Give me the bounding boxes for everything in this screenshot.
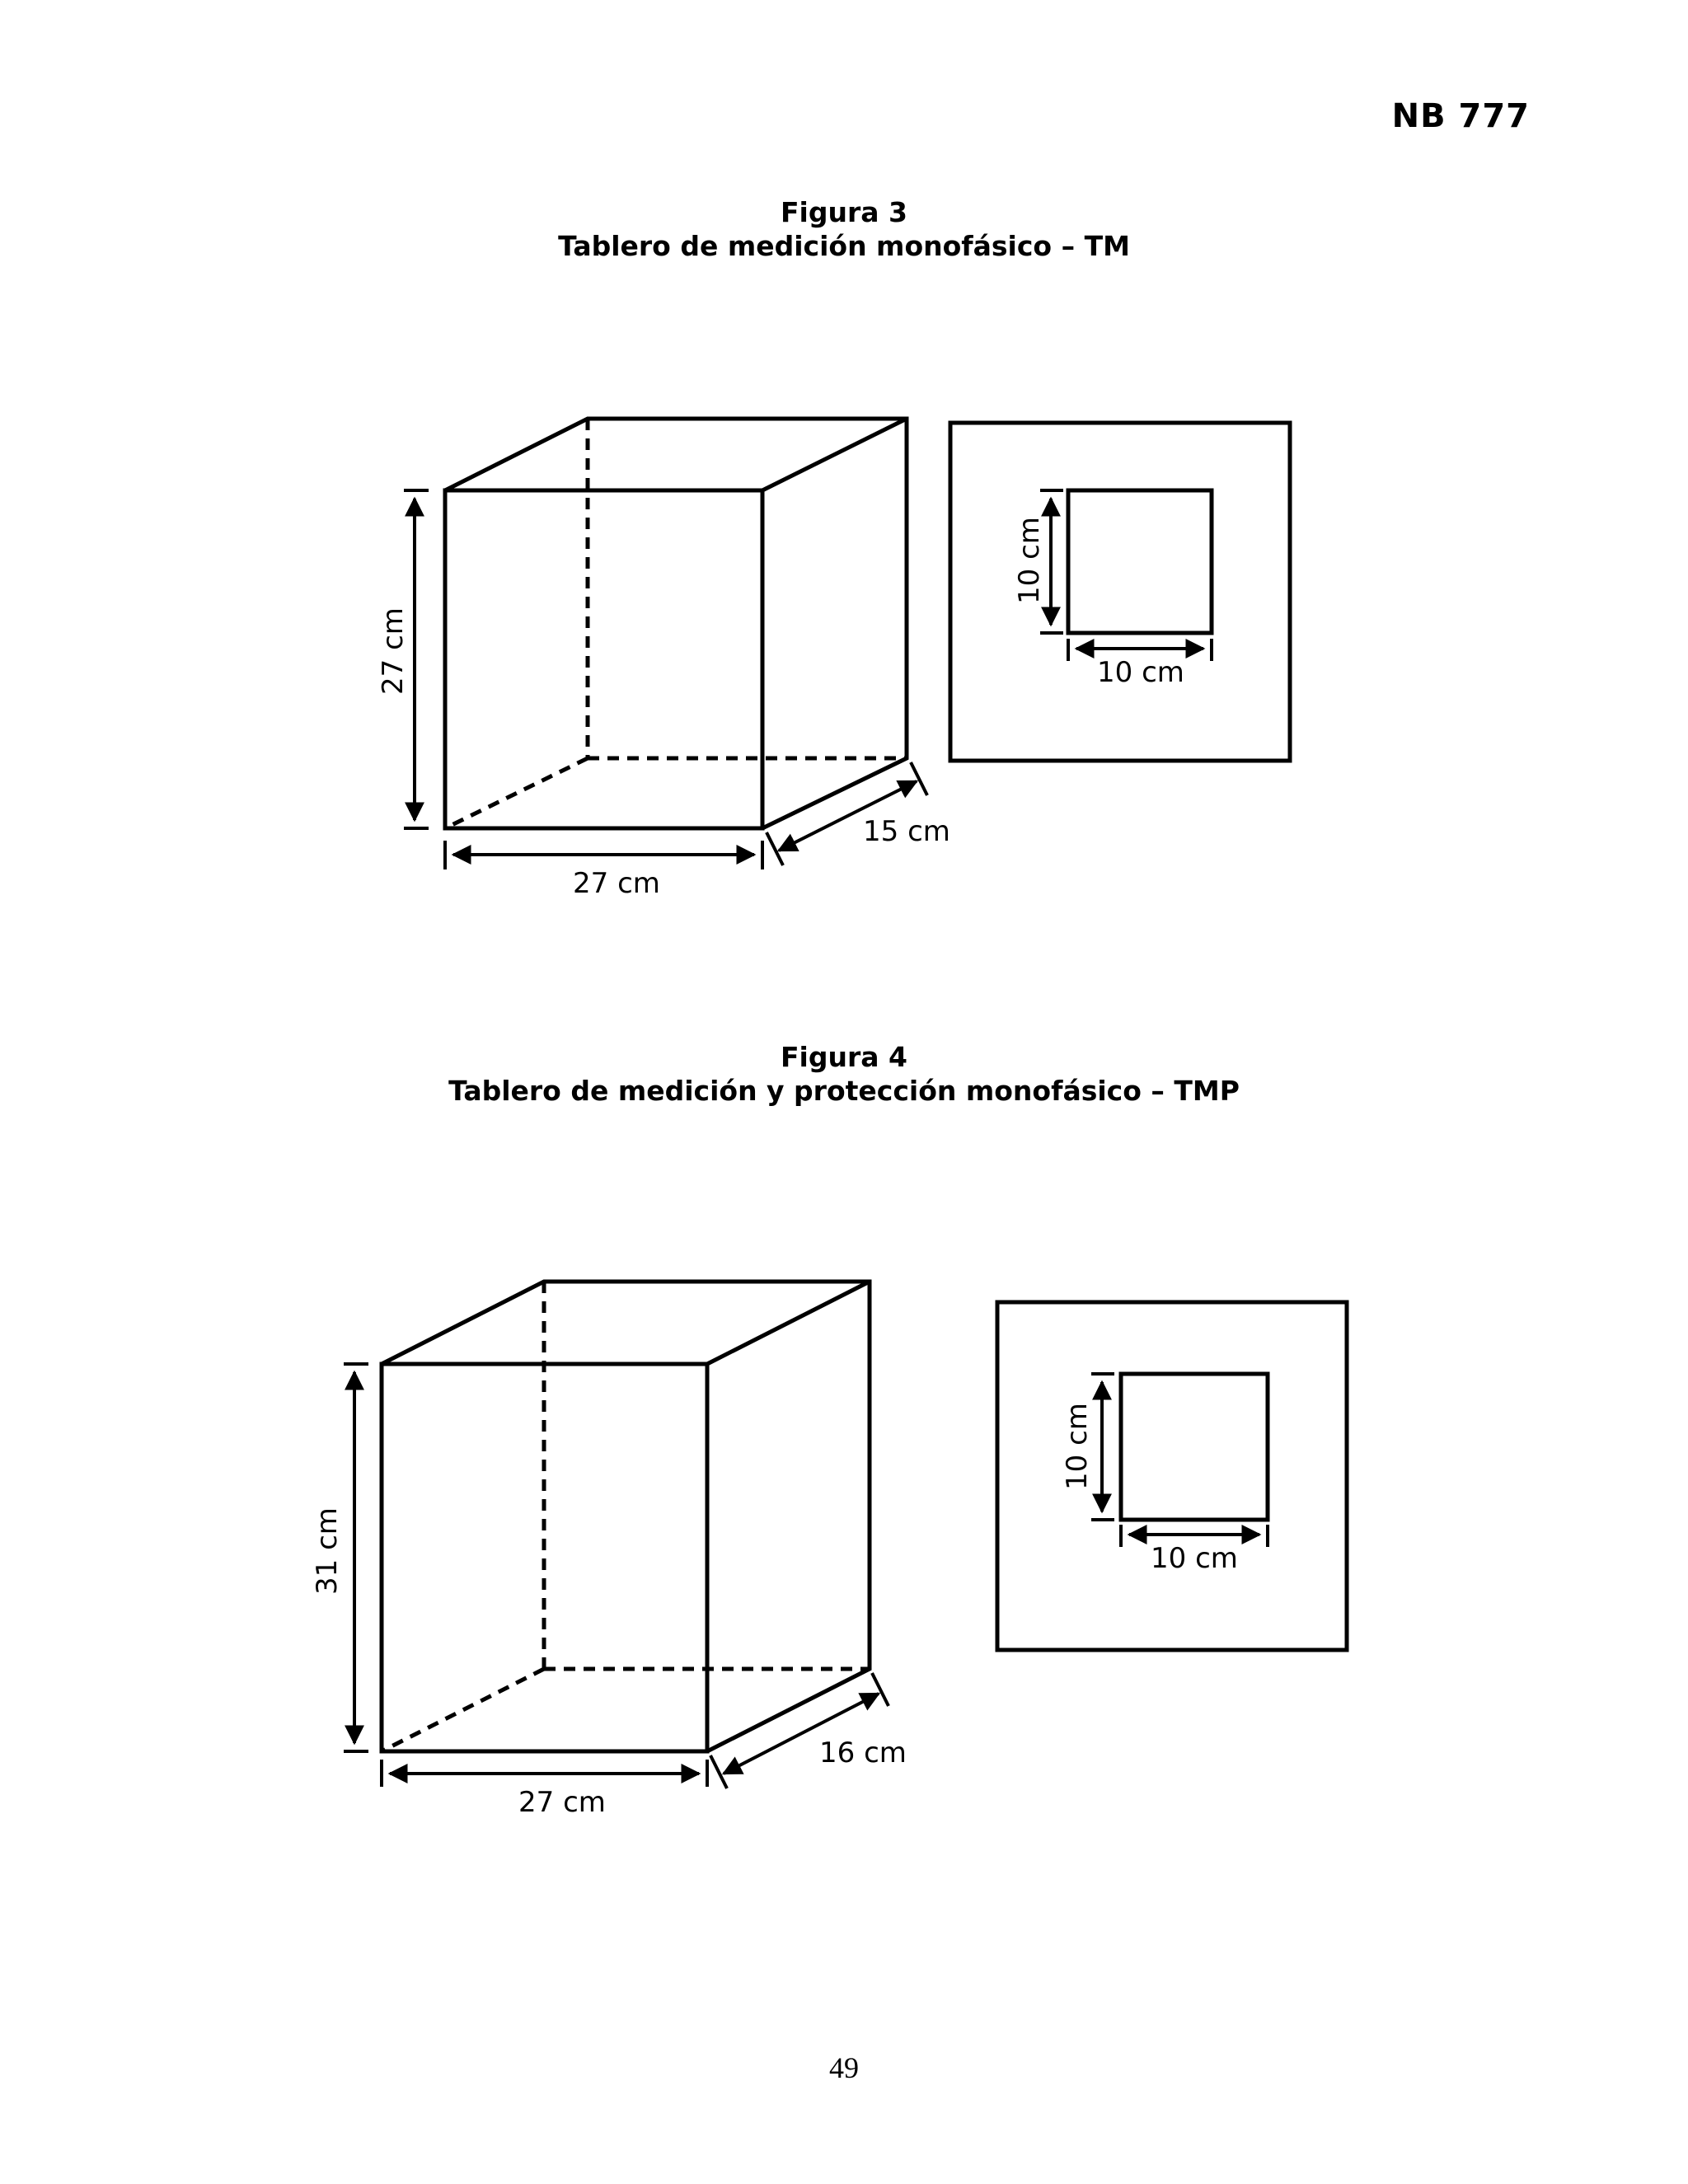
figure-3-front-panel xyxy=(950,423,1290,761)
document-code: NB 777 xyxy=(1391,97,1530,135)
figure-4-width-dimension xyxy=(382,1760,707,1787)
figure-3-title: Tablero de medición monofásico – TM xyxy=(558,230,1130,262)
figure-4-box-back-edges xyxy=(382,1282,870,1751)
figure-3-caption xyxy=(0,195,1688,263)
figure-3-window-width-label: 10 cm xyxy=(1097,656,1184,689)
figure-3-depth-label: 15 cm xyxy=(863,815,950,848)
figure-4-panel-outline xyxy=(997,1302,1347,1650)
figure-4-drawing xyxy=(0,1253,1688,1830)
figure-4-number: Figura 4 xyxy=(781,1041,907,1073)
figure-3-panel-outline xyxy=(950,423,1290,761)
figure-4-depth-label: 16 cm xyxy=(819,1736,907,1769)
figure-3-height-label: 27 cm xyxy=(377,607,410,695)
figure-4-window-height-label: 10 cm xyxy=(1061,1403,1094,1490)
figure-4-width-label: 27 cm xyxy=(518,1786,606,1819)
figure-3-number: Figura 3 xyxy=(781,196,907,228)
figure-3-box xyxy=(445,419,907,828)
figure-4-box-top-right-edge xyxy=(707,1282,870,1364)
figure-3-box-top-right-edge xyxy=(762,419,907,490)
figure-3-box-hidden-edges xyxy=(445,419,907,828)
figure-3-width-dimension xyxy=(445,841,762,869)
figure-3-drawing xyxy=(0,396,1688,923)
figure-3-panel-window xyxy=(1068,490,1212,633)
figure-4-box xyxy=(382,1282,870,1751)
figure-3-box-back-edges xyxy=(445,419,907,828)
figure-3-window-height-label: 10 cm xyxy=(1013,517,1046,604)
figure-4-height-label: 31 cm xyxy=(311,1507,344,1595)
page-number: 49 xyxy=(829,2051,859,2084)
figure-3-box-front-face xyxy=(445,490,762,828)
figure-4-height-dimension xyxy=(344,1364,368,1751)
figure-4-caption xyxy=(0,1040,1688,1108)
figure-4-panel-window xyxy=(1121,1374,1268,1520)
figure-4-title: Tablero de medición y protección monofásico – TMP xyxy=(448,1075,1240,1107)
figure-4-window-width-label: 10 cm xyxy=(1151,1542,1238,1575)
figure-4-window-height-dimension xyxy=(1091,1374,1114,1520)
figure-3-width-label: 27 cm xyxy=(573,867,660,900)
figure-4-depth-dimension xyxy=(710,1673,889,1788)
figure-4-front-panel xyxy=(997,1302,1347,1650)
figure-4-box-hidden-edges xyxy=(382,1282,870,1751)
